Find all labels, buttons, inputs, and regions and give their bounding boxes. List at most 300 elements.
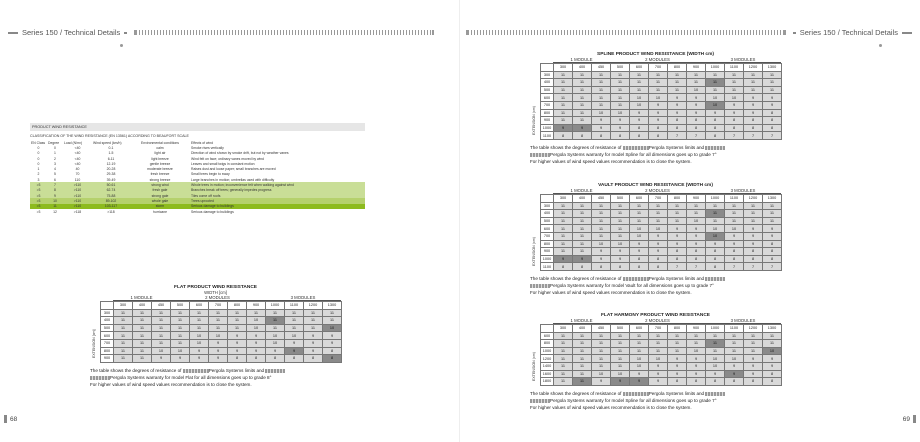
note-text: For higher values of wind speed values recommendation is to close the system. (90, 381, 252, 387)
redacted-brand-mark (530, 399, 550, 403)
beaufort-cell: 0 (37, 145, 40, 150)
resistance-cell: 11 (228, 309, 247, 317)
resistance-cell: 9 (706, 370, 725, 378)
resistance-cell: 11 (592, 202, 611, 210)
right-page-number: 69 (903, 415, 916, 423)
resistance-cell: 11 (687, 79, 706, 87)
redacted-brand-mark (705, 146, 725, 150)
resistance-cell: 9 (649, 232, 668, 240)
extension-header: 500 (541, 217, 554, 225)
resistance-cell: 10 (247, 317, 266, 325)
resistance-cell: 11 (573, 86, 592, 94)
resistance-cell: 11 (630, 347, 649, 355)
resistance-cell: 9 (323, 339, 342, 347)
resistance-cell: 11 (592, 347, 611, 355)
resistance-cell: 9 (190, 347, 209, 355)
resistance-cell: 8 (611, 132, 630, 140)
note-text: The table shows the degrees of resistance of (530, 390, 622, 396)
beaufort-cell: >3 (30, 193, 47, 198)
resistance-cell: 11 (171, 339, 190, 347)
beaufort-cell: 0 (54, 145, 56, 150)
width-header: 450 (592, 325, 611, 333)
beaufort-cell: 62-74 (92, 188, 130, 193)
beaufort-cell: Small trees begin to sway (191, 172, 230, 177)
beaufort-cell: 1 (37, 167, 40, 172)
resistance-cell: 11 (152, 332, 171, 340)
module-label: 2 MODULES (170, 295, 265, 301)
resistance-cell: 7 (668, 132, 687, 140)
resistance-cell: 11 (554, 202, 573, 210)
resistance-cell: 9 (706, 240, 725, 248)
left-page-number: 68 (4, 415, 17, 423)
resistance-cell: 11 (630, 210, 649, 218)
beaufort-cell: 50-61 (92, 182, 130, 187)
width-header: 500 (171, 302, 190, 310)
beaufort-cell: Serious damage to buildings (191, 209, 234, 214)
resistance-cell: 8 (304, 355, 323, 363)
resistance-cell: 11 (744, 71, 763, 79)
resistance-cell: 11 (573, 347, 592, 355)
resistance-cell: 8 (228, 355, 247, 363)
resistance-cell: 10 (649, 225, 668, 233)
extension-header: 400 (101, 317, 114, 325)
extension-axis-label: EXTENSION [cm] (92, 329, 96, 358)
resistance-cell: 10 (152, 347, 171, 355)
beaufort-cell: light breeze (151, 156, 169, 161)
resistance-cell: 10 (649, 94, 668, 102)
width-header: 500 (611, 325, 630, 333)
resistance-cell: 11 (592, 232, 611, 240)
beaufort-cell: >118 (107, 209, 115, 214)
resistance-cell: 8 (649, 124, 668, 132)
width-header: 1100 (285, 302, 304, 310)
resistance-cell: 8 (725, 117, 744, 125)
resistance-cell: 8 (649, 255, 668, 263)
wind-table-note (90, 367, 420, 388)
resistance-cell: 9 (649, 101, 668, 109)
module-label: 2 MODULES (610, 57, 705, 63)
resistance-cell: 8 (706, 124, 725, 132)
resistance-cell: 11 (592, 210, 611, 218)
wind-table-row (541, 347, 782, 355)
beaufort-cell: >3 (30, 182, 47, 187)
resistance-cell: 8 (706, 263, 725, 271)
beaufort-cell: moderate breeze (147, 167, 173, 172)
resistance-cell: 11 (554, 71, 573, 79)
width-header: 1100 (725, 64, 744, 72)
resistance-cell: 11 (649, 347, 668, 355)
resistance-cell: 11 (573, 217, 592, 225)
resistance-cell: 9 (266, 347, 285, 355)
resistance-cell: 8 (323, 355, 342, 363)
resistance-cell: 11 (133, 332, 152, 340)
resistance-cell: 11 (668, 347, 687, 355)
resistance-cell: 11 (649, 202, 668, 210)
resistance-cell: 9 (649, 240, 668, 248)
beaufort-cell: strong breeze (149, 177, 171, 182)
resistance-cell: 11 (266, 309, 285, 317)
extension-header: 300 (541, 202, 554, 210)
wind-table-row (541, 202, 782, 210)
resistance-cell: 11 (706, 217, 725, 225)
resistance-cell: 11 (304, 317, 323, 325)
resistance-cell: 11 (592, 71, 611, 79)
redacted-brand-mark (705, 277, 725, 281)
resistance-cell: 8 (744, 124, 763, 132)
note-text: The table shows the degrees of resistance of (90, 367, 182, 373)
resistance-cell: 11 (573, 101, 592, 109)
width-header: 600 (630, 195, 649, 203)
wind-table-title: FLAT HARMONY PRODUCT WIND RESISTANCE (601, 313, 710, 318)
resistance-cell: 11 (573, 117, 592, 125)
resistance-cell: 10 (706, 232, 725, 240)
width-header: 450 (592, 64, 611, 72)
note-text: Pergola Systems warranty for model Flat for all dimensions goes up to grade 8° (110, 374, 272, 380)
beaufort-cell: 4 (54, 167, 56, 172)
wind-table-row (541, 263, 782, 271)
width-header: 300 (554, 195, 573, 203)
wind-table-row (541, 340, 782, 348)
extension-header: 400 (541, 210, 554, 218)
beaufort-cell: 39-49 (106, 177, 116, 182)
resistance-cell: 11 (611, 210, 630, 218)
extension-header: 800 (541, 240, 554, 248)
wind-table-row (541, 109, 782, 117)
redacted-brand-mark (530, 284, 550, 288)
beaufort-cell: 7 (47, 182, 63, 187)
resistance-cell: 11 (706, 71, 725, 79)
resistance-cell: 10 (592, 109, 611, 117)
wind-table-note (530, 275, 860, 296)
resistance-cell: 11 (592, 332, 611, 340)
resistance-cell: 11 (611, 347, 630, 355)
wind-table-row (541, 232, 782, 240)
width-header: 1100 (725, 325, 744, 333)
resistance-cell: 11 (133, 339, 152, 347)
resistance-cell: 8 (744, 255, 763, 263)
extension-header: 300 (101, 309, 114, 317)
note-text: Pergola Systems warranty for model Spline for all dimensions goes up to grade 7° (550, 397, 717, 403)
beaufort-cell: 3 (37, 177, 40, 182)
resistance-cell: 11 (554, 362, 573, 370)
resistance-cell: 11 (744, 217, 763, 225)
beaufort-cell: 8 (47, 188, 63, 193)
resistance-cell: 9 (687, 232, 706, 240)
beaufort-cell: hurricane (152, 209, 168, 214)
resistance-cell: 8 (668, 248, 687, 256)
resistance-cell: 11 (554, 217, 573, 225)
beaufort-cell: >110 (63, 182, 92, 187)
resistance-cell: 11 (668, 79, 687, 87)
note-text: Pergola Systems limits and (648, 275, 705, 281)
resistance-cell: 11 (611, 217, 630, 225)
header-dot (879, 44, 882, 47)
width-header: 300 (114, 302, 133, 310)
resistance-cell: 8 (744, 117, 763, 125)
resistance-cell: 10 (611, 240, 630, 248)
wind-table-row (101, 339, 342, 347)
resistance-cell: 11 (323, 309, 342, 317)
module-label: 1 MODULE (113, 295, 170, 301)
resistance-cell: 8 (687, 248, 706, 256)
width-header: 1200 (744, 325, 763, 333)
resistance-cell: 9 (763, 101, 782, 109)
resistance-cell: 11 (763, 332, 782, 340)
resistance-cell: 8 (687, 117, 706, 125)
wind-table-row (541, 71, 782, 79)
resistance-cell: 11 (725, 71, 744, 79)
resistance-cell: 11 (152, 317, 171, 325)
resistance-cell: 11 (152, 324, 171, 332)
resistance-cell: 8 (668, 117, 687, 125)
resistance-cell: 11 (592, 217, 611, 225)
resistance-cell: 11 (133, 317, 152, 325)
wind-table-row (541, 210, 782, 218)
resistance-cell: 8 (687, 124, 706, 132)
resistance-cell: 9 (687, 94, 706, 102)
resistance-cell: 9 (228, 339, 247, 347)
resistance-cell: 9 (630, 240, 649, 248)
resistance-cell: 9 (668, 94, 687, 102)
beaufort-cell: 75-88 (92, 193, 130, 198)
resistance-cell: 11 (687, 202, 706, 210)
width-header: 600 (630, 64, 649, 72)
resistance-cell: 10 (592, 370, 611, 378)
resistance-cell: 9 (630, 109, 649, 117)
flat-wind-table (90, 285, 420, 388)
resistance-cell: 11 (573, 94, 592, 102)
corner-cell (541, 64, 554, 72)
resistance-cell: 11 (171, 324, 190, 332)
resistance-cell: 9 (611, 248, 630, 256)
beaufort-cell: 11 (47, 204, 63, 209)
resistance-cell: 9 (209, 347, 228, 355)
width-header: 1000 (706, 195, 725, 203)
wind-table-row (101, 324, 342, 332)
wind-table-row (541, 332, 782, 340)
resistance-cell: 11 (744, 79, 763, 87)
resistance-cell: 8 (630, 263, 649, 271)
width-header: 1200 (304, 302, 323, 310)
wind-table-row (101, 347, 342, 355)
extension-header: 600 (541, 332, 554, 340)
resistance-cell: 11 (687, 340, 706, 348)
resistance-cell: 9 (573, 255, 592, 263)
resistance-cell: 11 (554, 355, 573, 363)
module-label: 1 MODULE (553, 188, 610, 194)
beaufort-column-header: Load (N/m²) (64, 140, 83, 145)
beaufort-cell: 1 (54, 151, 56, 156)
left-header (4, 28, 437, 37)
resistance-cell: 11 (763, 217, 782, 225)
beaufort-cell: >3 (30, 188, 47, 193)
resistance-cell: 11 (228, 317, 247, 325)
wind-table-row (541, 117, 782, 125)
resistance-cell: 9 (323, 332, 342, 340)
resistance-cell: 11 (266, 324, 285, 332)
beaufort-cell: Trees uprooted (190, 198, 365, 203)
resistance-cell: 10 (630, 232, 649, 240)
beaufort-cell: light air (154, 151, 166, 156)
resistance-cell: 11 (573, 355, 592, 363)
resistance-cell: 11 (114, 317, 133, 325)
resistance-cell: 9 (209, 355, 228, 363)
beaufort-cell: 2 (37, 172, 40, 177)
resistance-cell: 10 (725, 355, 744, 363)
resistance-cell: 11 (114, 347, 133, 355)
resistance-cell: 11 (687, 332, 706, 340)
resistance-cell: 9 (554, 255, 573, 263)
width-header: 700 (209, 302, 228, 310)
resistance-cell: 8 (725, 124, 744, 132)
note-text: Pergola Systems limits and (648, 390, 705, 396)
extension-header: 900 (541, 117, 554, 125)
width-header: 1000 (706, 325, 725, 333)
resistance-cell: 11 (573, 202, 592, 210)
resistance-cell: 11 (725, 79, 744, 87)
beaufort-cell: Wind felt on face; ordinary vanes moved by wind (191, 156, 264, 161)
beaufort-cell: 0 (37, 151, 40, 156)
beaufort-cell: 2 (54, 156, 56, 161)
extension-header: 1000 (541, 347, 554, 355)
resistance-cell: 11 (573, 370, 592, 378)
beaufort-cell: 29-38 (106, 172, 116, 177)
resistance-cell: 10 (725, 94, 744, 102)
wind-table-row (541, 225, 782, 233)
resistance-cell: 8 (763, 378, 782, 386)
resistance-cell: 11 (706, 340, 725, 348)
resistance-cell: 9 (649, 362, 668, 370)
resistance-cell: 11 (706, 79, 725, 87)
width-header: 1300 (323, 302, 342, 310)
resistance-cell: 9 (630, 248, 649, 256)
width-header: 800 (668, 64, 687, 72)
resistance-cell: 8 (763, 109, 782, 117)
wind-table-row (101, 332, 342, 340)
resistance-cell: 11 (285, 324, 304, 332)
resistance-cell: 9 (554, 124, 573, 132)
resistance-cell: 10 (592, 240, 611, 248)
resistance-cell: 8 (649, 263, 668, 271)
resistance-cell: 11 (554, 86, 573, 94)
resistance-cell: 11 (649, 217, 668, 225)
wind-table-title: SPLINE PRODUCT WIND RESISTANCE (WIDTH cm) (597, 52, 714, 57)
resistance-cell: 11 (649, 210, 668, 218)
beaufort-cell: storm (130, 204, 190, 209)
resistance-cell: 11 (706, 202, 725, 210)
resistance-cell: 9 (304, 339, 323, 347)
resistance-cell: 9 (763, 94, 782, 102)
beaufort-column-header: Environmental conditions (141, 140, 179, 145)
resistance-cell: 10 (687, 86, 706, 94)
extension-header: 1400 (541, 362, 554, 370)
wind-table-row (541, 355, 782, 363)
right-header (463, 28, 916, 37)
width-header: 900 (687, 195, 706, 203)
resistance-cell: 11 (573, 210, 592, 218)
resistance-cell: 11 (744, 347, 763, 355)
resistance-cell: 9 (668, 101, 687, 109)
note-text: Pergola Systems warranty for model Spline for all dimensions goes up to grade 7° (550, 151, 717, 157)
beaufort-cell: 10 (47, 198, 63, 203)
resistance-cell: 11 (592, 86, 611, 94)
resistance-cell: 9 (687, 240, 706, 248)
wind-table-row (541, 378, 782, 386)
resistance-cell: 11 (668, 332, 687, 340)
width-header: 500 (611, 195, 630, 203)
redacted-brand-mark (530, 153, 550, 157)
resistance-cell: 11 (592, 340, 611, 348)
resistance-cell: 11 (611, 332, 630, 340)
beaufort-row (30, 209, 365, 214)
wind-table-row (101, 355, 342, 363)
resistance-cell: 9 (247, 339, 266, 347)
module-label: 3 MODULES (265, 295, 341, 301)
resistance-cell: 9 (247, 347, 266, 355)
extension-header: 900 (541, 248, 554, 256)
wind-table-row (541, 79, 782, 87)
resistance-cell: 9 (668, 240, 687, 248)
resistance-cell: 11 (133, 324, 152, 332)
resistance-cell: 11 (630, 202, 649, 210)
beaufort-cell: gentle breeze (149, 161, 171, 166)
resistance-cell: 11 (209, 324, 228, 332)
resistance-cell: 9 (763, 355, 782, 363)
resistance-cell: 11 (554, 101, 573, 109)
resistance-cell: 11 (554, 79, 573, 87)
beaufort-cell: Branches break off trees; generally impedes progress (190, 188, 365, 193)
wind-table-row (541, 94, 782, 102)
resistance-cell: 9 (668, 232, 687, 240)
beaufort-cell: Raises dust and loose paper; small branches are moved (191, 167, 276, 172)
resistance-cell: 11 (649, 86, 668, 94)
resistance-cell: 9 (744, 362, 763, 370)
resistance-cell: 10 (190, 339, 209, 347)
resistance-cell: 11 (668, 202, 687, 210)
resistance-cell: 7 (744, 132, 763, 140)
extension-header: 700 (541, 101, 554, 109)
wind-table-row (541, 101, 782, 109)
resistance-cell: 11 (554, 117, 573, 125)
resistance-cell: 9 (630, 378, 649, 386)
resistance-cell: 11 (285, 317, 304, 325)
resistance-cell: 11 (573, 332, 592, 340)
redacted-brand-mark (623, 146, 649, 150)
resistance-cell: 9 (687, 355, 706, 363)
resistance-cell: 8 (763, 370, 782, 378)
width-header: 600 (630, 325, 649, 333)
width-header: 700 (649, 325, 668, 333)
extension-axis-label: EXTENSION (cm) (532, 106, 536, 135)
resistance-cell: 9 (611, 124, 630, 132)
flat-harmony-wind-table (530, 313, 860, 411)
resistance-cell: 11 (554, 332, 573, 340)
resistance-cell: 9 (592, 255, 611, 263)
resistance-cell: 11 (611, 101, 630, 109)
header-rule (134, 30, 434, 35)
resistance-cell: 11 (190, 317, 209, 325)
width-header: 500 (611, 64, 630, 72)
wind-table-subtitle: WIDTH [cm] (204, 290, 227, 295)
beaufort-title: PRODUCT WIND RESISTANCE (30, 123, 365, 131)
extension-header: 400 (541, 79, 554, 87)
redacted-brand-mark (265, 369, 285, 373)
note-text: The table shows the degrees of resistance of (530, 275, 622, 281)
extension-header: 500 (541, 86, 554, 94)
resistance-cell: 11 (592, 94, 611, 102)
extension-header: 800 (101, 347, 114, 355)
resistance-cell: 11 (114, 309, 133, 317)
